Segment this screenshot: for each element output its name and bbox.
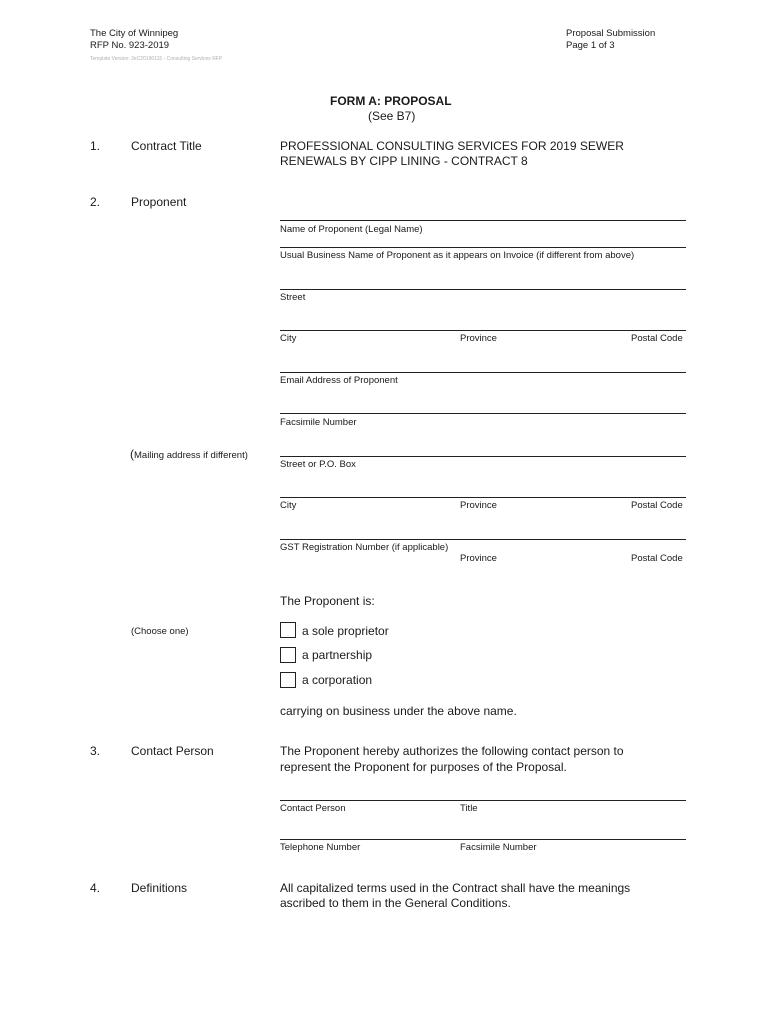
definitions-text-line-1: All capitalized terms used in the Contract shall have the meanings (280, 881, 631, 895)
form-see-reference: (See B7) (368, 109, 416, 123)
city-label-2: City (280, 500, 297, 511)
header-rfp-number: RFP No. 923-2019 (90, 40, 170, 51)
section-2-label: Proponent (131, 195, 187, 209)
section-3-number: 3. (90, 744, 101, 758)
header-org: The City of Winnipeg (90, 28, 179, 39)
section-3-label: Contact Person (131, 744, 214, 758)
contact-person-text-line-1: The Proponent hereby authorizes the following contact person to (280, 744, 624, 758)
section-1-number: 1. (90, 139, 101, 153)
sole-proprietor-label: a sole proprietor (302, 624, 389, 638)
gst-field[interactable] (280, 539, 686, 540)
po-box-label: Street or P.O. Box (280, 459, 356, 470)
choose-one-label: (Choose one) (131, 626, 189, 637)
postal-code-label-2: Postal Code (631, 500, 683, 511)
province-label-3: Province (460, 553, 497, 564)
gst-label: GST Registration Number (if applicable) (280, 542, 449, 553)
email-field[interactable] (280, 372, 686, 373)
definitions-text-line-2: ascribed to them in the General Conditions. (280, 896, 511, 910)
proponent-is-label: The Proponent is: (280, 594, 375, 608)
street-label: Street (280, 292, 306, 303)
street-field[interactable] (280, 289, 686, 290)
header-submission: Proposal Submission (566, 28, 656, 39)
sole-proprietor-checkbox[interactable] (280, 622, 296, 638)
mailing-address-label (130, 447, 248, 461)
header-page-number: Page 1 of 3 (566, 40, 615, 51)
template-version: Template Version: 2eC20190115 - Consulting Services RFP (90, 56, 223, 62)
contact-person-text-line-2: represent the Proponent for purposes of the Proposal. (280, 760, 567, 774)
legal-name-field[interactable] (280, 220, 686, 221)
corporation-checkbox[interactable] (280, 672, 296, 688)
fax-field[interactable] (280, 413, 686, 414)
fax-label: Facsimile Number (280, 417, 357, 428)
title-label: Title (460, 803, 478, 814)
email-label: Email Address of Proponent (280, 375, 398, 386)
postal-code-label-3: Postal Code (631, 553, 683, 564)
postal-code-label: Postal Code (631, 333, 683, 344)
partnership-label: a partnership (302, 648, 373, 662)
contract-title-line-1: PROFESSIONAL CONSULTING SERVICES FOR 2019 SEWER (280, 139, 624, 153)
section-2-number: 2. (90, 195, 101, 209)
carrying-on-business-text: carrying on business under the above name. (280, 704, 517, 718)
section-4-number: 4. (90, 881, 101, 895)
po-box-field[interactable] (280, 456, 686, 457)
contact-fax-label: Facsimile Number (460, 842, 537, 853)
telephone-label: Telephone Number (280, 842, 361, 853)
city-province-postal-field[interactable] (280, 330, 686, 331)
contact-person-label: Contact Person (280, 803, 346, 814)
legal-name-label: Name of Proponent (Legal Name) (280, 224, 423, 235)
city-label: City (280, 333, 297, 344)
mailing-city-field[interactable] (280, 497, 686, 498)
mailing-address-paren: ( (130, 447, 134, 461)
contact-person-field[interactable] (280, 800, 686, 801)
province-label: Province (460, 333, 497, 344)
form-title: FORM A: PROPOSAL (330, 94, 452, 108)
business-name-field[interactable] (280, 247, 686, 248)
contract-title-line-2: RENEWALS BY CIPP LINING - CONTRACT 8 (280, 154, 528, 168)
section-4-label: Definitions (131, 881, 188, 895)
corporation-label: a corporation (302, 673, 373, 687)
business-name-label: Usual Business Name of Proponent as it appears on Invoice (if different from above) (280, 250, 635, 261)
partnership-checkbox[interactable] (280, 647, 296, 663)
section-1-label: Contract Title (131, 139, 202, 153)
province-label-2: Province (460, 500, 497, 511)
telephone-fax-field[interactable] (280, 839, 686, 840)
mailing-address-text: Mailing address if different) (134, 450, 248, 461)
